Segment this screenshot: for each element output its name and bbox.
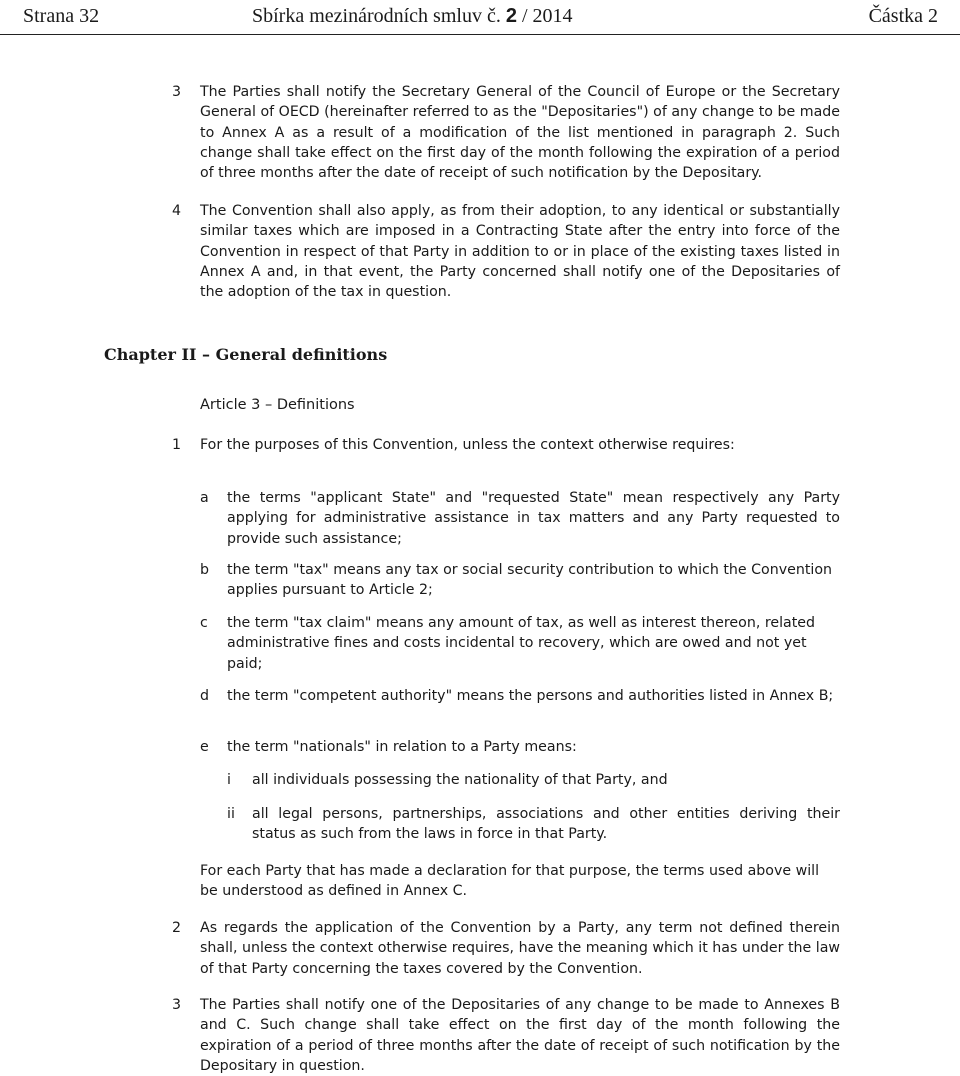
para-1-number: 1 [172,437,182,453]
issue-number: 2 [505,5,517,27]
para-2-number: 2 [172,920,182,936]
chapter-title: Chapter II – General definitions [104,345,388,364]
item-e-text: the term "nationals" in relation to a Party means: [227,739,577,755]
subitem-i-text: all individuals possessing the nationality of that Party, and [252,772,668,788]
para-1-text: For the purposes of this Convention, unless the context otherwise requires: [200,437,735,453]
item-b-text: the term "tax" means any tax or social security contribution to which the Convention applies pursuant to Article 2; [227,562,832,599]
item-d-text: the term "competent authority" means the persons and authorities listed in Annex B; [227,688,834,704]
para-3-text: The Parties shall notify one of the Depositaries of any change to be made to Annexes B and C. Such change shall take effect on the first day of the month following the expiration of a period of three months after the date of receipt of such notification by the Depositary in question. [200,997,840,1074]
annex-c-note: For each Party that has made a declaration for that purpose, the terms used above will be understood as defined in Annex C. [200,863,820,900]
subitem-ii-text: all legal persons, partnerships, associations and other entities deriving their status as such from the laws in force in that Party. [252,806,840,843]
article-title: Article 3 – Definitions [200,397,355,413]
subitem-i-number: i [227,772,231,788]
item-d-letter: d [200,688,210,704]
page-number: Strana 32 [23,5,100,27]
para-2-text: As regards the application of the Convention by a Party, any term not defined therein shall, unless the context otherwise requires, have the meaning which it has under the law of that Party concerning the taxes covered by the Convention. [200,920,840,977]
page-header [0,0,960,35]
intro-para-3-text: The Parties shall notify the Secretary General of the Council of Europe or the Secretary General of OECD (hereinafter referred to as the "Depositaries") of any change to be made to Annex A as a result of a modification of the list mentioned in paragraph 2. Such change shall take effect on the first day of the month following the expiration of a period of three months after the date of receipt of such notification by the Depositary. [200,84,840,182]
item-a-letter: a [200,490,209,506]
journal-title [252,5,573,28]
intro-para-4-text: The Convention shall also apply, as from their adoption, to any identical or substantially similar taxes which are imposed in a Contracting State after the entry into force of the Convention in respect of that Party in addition to or in place of the existing taxes listed in Annex A and, in that event, the Party concerned shall notify one of the Depositaries of the adoption of the tax in question. [200,203,840,301]
item-e-letter: e [200,739,209,755]
part-number: Částka 2 [868,5,938,27]
para-3-number: 3 [172,997,182,1013]
item-c-letter: c [200,615,208,631]
subitem-ii-number: ii [227,806,235,822]
intro-para-3-number: 3 [172,84,182,100]
journal-title-text: Sbírka mezinárodních smluv č. [252,5,506,27]
journal-year: / 2014 [516,5,573,27]
intro-para-4-number: 4 [172,203,182,219]
item-b-letter: b [200,562,210,578]
item-c-text: the term "tax claim" means any amount of tax, as well as interest thereon, related administrative fines and costs incidental to recovery, which are owed and not yet paid; [227,615,816,672]
item-a-text: the terms "applicant State" and "requested State" mean respectively any Party applying for administrative assistance in tax matters and any Party requested to provide such assistance; [227,490,840,547]
